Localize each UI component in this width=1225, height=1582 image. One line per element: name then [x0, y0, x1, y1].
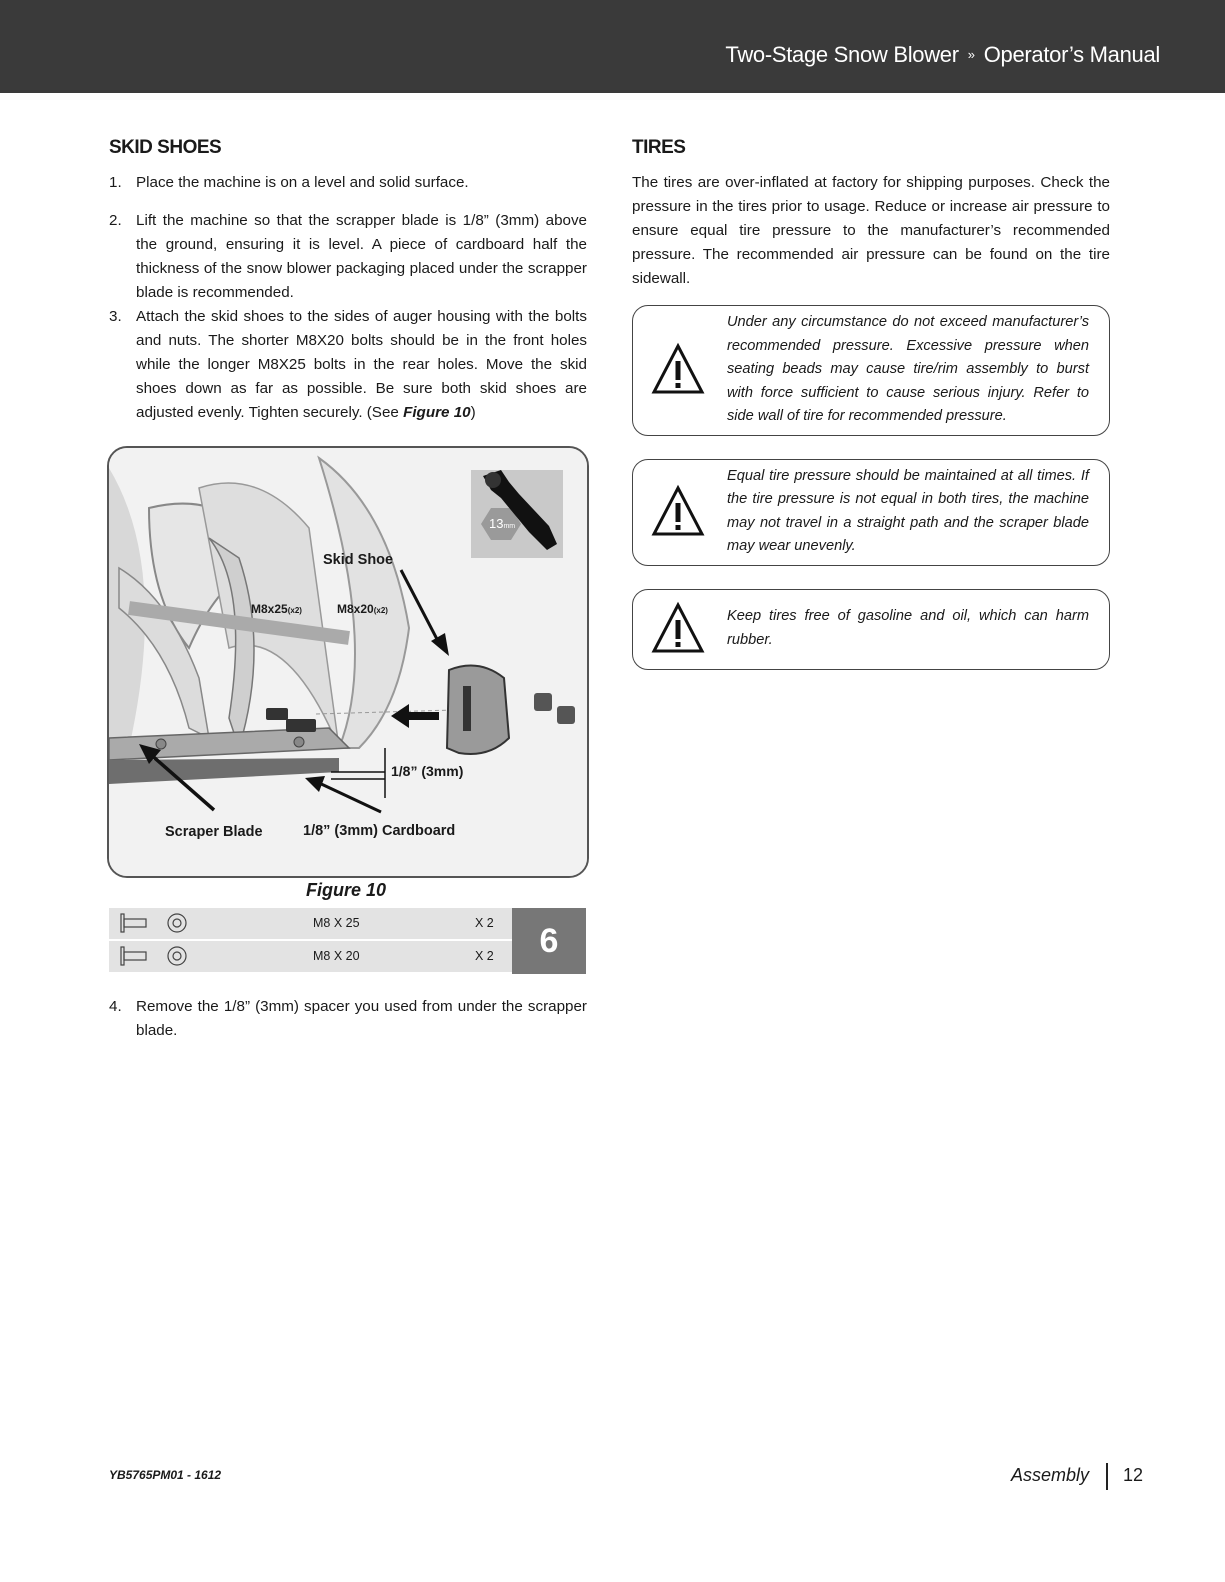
wrench-unit: mm [503, 523, 516, 530]
tires-section [632, 137, 1110, 693]
header-separator: » [967, 47, 975, 62]
figure-caption: Figure 10 [305, 880, 387, 900]
document-code: YB5765PM01 - 1612 [109, 1468, 222, 1482]
warning-box [632, 459, 1110, 566]
parts-step-badge: 6 [512, 908, 586, 974]
skid-shoes-heading: SKID SHOES [109, 137, 222, 158]
page-number: 12 [1123, 1465, 1144, 1485]
bolt-nut-icon [119, 911, 199, 937]
cardboard-label: 1/8” (3mm) Cardboard [303, 823, 456, 839]
skid-shoes-step-4 [109, 995, 587, 1057]
part-qty: X 2 [475, 949, 494, 963]
warning-box [632, 589, 1110, 670]
warning-text: Equal tire pressure should be maintained at all times. If the tire pressure is not equal in both tires, the machine may not travel in a straight path and the scraper blade may wear unevenly. [727, 467, 1089, 554]
hardware-parts-table [109, 908, 586, 974]
step-number: 4. [109, 998, 122, 1015]
tires-paragraph: The tires are over-inflated at factory for shipping purposes. Check the pressure in the tires prior to usage. Reduce or increase air pressure to ensure equal tire pressure to the manufacturer’s recommended pressure. The recommended air pressure can be found on the tire sidewall. [632, 174, 1110, 287]
skid-shoes-steps-continued [109, 995, 587, 1043]
scraper-blade-label: Scraper Blade [165, 824, 263, 840]
part-name: M8 X 25 [313, 916, 360, 930]
step-2 [109, 209, 587, 305]
footer-divider [1106, 1463, 1108, 1490]
step-number: 1. [109, 174, 122, 191]
bolt-m8x20-name: M8x20 [337, 602, 374, 616]
gap-label: 1/8” (3mm) [391, 763, 464, 779]
bolt-m8x20-label [337, 602, 388, 616]
skid-shoe-diagram [109, 448, 587, 876]
footer-section-name: Assembly [1011, 1465, 1090, 1485]
wrench-size-label [489, 516, 515, 531]
warning-triangle-icon [651, 601, 705, 655]
bolt-m8x25-name: M8x25 [251, 602, 288, 616]
part-name: M8 X 20 [313, 949, 360, 963]
skid-shoes-steps [109, 171, 587, 425]
step-text: Remove the 1/8” (3mm) spacer you used from under the scrapper blade. [136, 998, 587, 1039]
bolt-m8x25-label [251, 602, 302, 616]
step-text: Attach the skid shoes to the sides of auger housing with the bolts and nuts. The shorter M8X20 bolts should be in the front holes while the longer M8X25 bolts in the rear holes. Move the skid shoes down as far as possible. Be sure both skid shoes are adjusted evenly. Tighten securely. (See [136, 308, 587, 421]
wrench-size: 13 [489, 516, 504, 531]
figure-reference: Figure 10 [403, 404, 471, 421]
warning-text: Under any circumstance do not exceed manufacturer’s recommended pressure. Excessive pressure when seating beads may cause tire/rim assembly to burst with force sufficient to cause serious injury. Refer to side wall of tire for recommended pressure. [727, 314, 1089, 424]
step-text-end: ) [470, 404, 476, 421]
step-number: 2. [109, 212, 122, 229]
parts-row [109, 941, 512, 972]
bolt-m8x20-qty: (x2) [373, 606, 388, 615]
step-number: 3. [109, 308, 122, 325]
page-header [0, 0, 1225, 93]
bolt-m8x25-qty: (x2) [287, 606, 302, 615]
warning-triangle-icon [651, 484, 705, 538]
step-text: Lift the machine so that the scrapper blade is 1/8” (3mm) above the ground, ensuring it is level. A piece of cardboard half the thickness of the snow blower packaging placed under the scrapper blade is recommended. [136, 212, 587, 301]
header-title-manual: Operator’s Manual [983, 42, 1160, 67]
part-qty: X 2 [475, 916, 494, 930]
header-title-product: Two-Stage Snow Blower [725, 42, 959, 67]
tires-heading: TIRES [632, 137, 686, 158]
bolt-nut-icon [119, 944, 199, 970]
warning-text: Keep tires free of gasoline and oil, which can harm rubber. [727, 608, 1089, 648]
skid-shoe-label: Skid Shoe [323, 552, 394, 568]
step-3 [109, 305, 587, 425]
warning-triangle-icon [651, 342, 705, 396]
step-text: Place the machine is on a level and solid surface. [136, 174, 469, 191]
skid-shoes-section [109, 137, 587, 439]
warning-box [632, 305, 1110, 436]
step-4 [109, 995, 587, 1043]
figure-10-illustration [107, 446, 589, 878]
step-1 [109, 171, 587, 195]
header-title [725, 42, 1160, 68]
parts-row [109, 908, 512, 939]
